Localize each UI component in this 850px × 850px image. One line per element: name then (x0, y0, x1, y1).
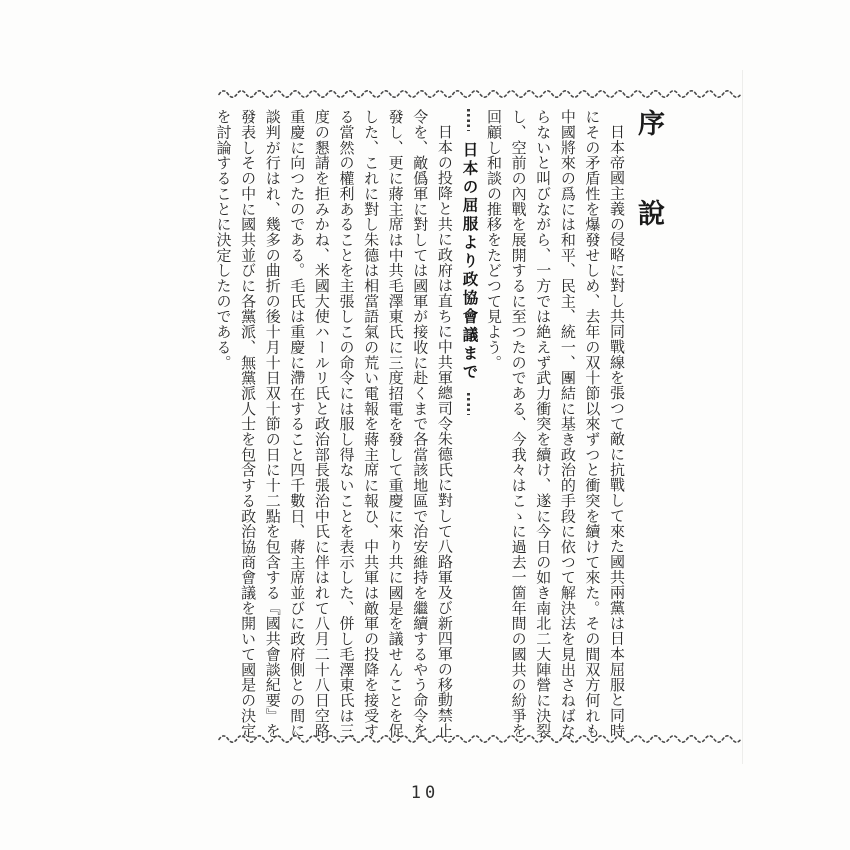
intro-line-1: 日本帝國主義の侵略に對し共同戰線を張つて敵に抗戰して來た國共兩黨は日本屈服と同時 (608, 124, 624, 738)
intro-line-3: 中國將來の爲には和平、民主、統一、團結に基き政治的手段に依つて解決法を見出さねばな (558, 109, 575, 739)
intro-line-4: らないと叫びながら、一方では絶えず武力衝突を續け、遂に今日の如き南北二大陣營に決裂 (534, 109, 551, 739)
wavy-border-top-icon (217, 86, 741, 98)
intro-line-2: にその矛盾性を爆發せしめ、去年の双十節以來ずつと衝突を續けて來た。その間双方何れも (583, 109, 600, 739)
chapter-title: 序說 (634, 109, 664, 289)
main-line-5: る當然の權利あることを主張しこの命令には服し得ないことを表示した、併し毛澤東氏は三 (337, 109, 354, 739)
intro-line-5: し、空前の內戰を展開するに至つたのである、今我々はこゝに過去一箇年間の國共の紛爭を (509, 109, 526, 739)
main-line-2: 令を、敵僞軍に對しては國軍が接收に赴くまで各當該地區で治安維持を繼續するやう命令を (411, 109, 428, 739)
intro-line-6: 回顧し和談の推移をたどつて見よう。 (485, 109, 502, 370)
main-line-8: 談判が行はれ、幾多の曲折の後十月十日双十節の日に十二點を包含する『國共會談紀要』を (263, 109, 280, 739)
main-line-6: 度の懇請を拒みかね、米國大使ハールリ氏と政治部長張治中氏に伴はれて八月二十八日空路 (312, 109, 329, 739)
section-heading-text: 日本の屈服より政協會議まで (460, 141, 478, 382)
main-line-9: 發表しその中に國共並びに各黨派、無黨派人士を包含する政治協商會議を開いて國是の決定 (239, 109, 256, 739)
wavy-border-bottom-icon (217, 731, 741, 743)
section-heading (456, 109, 481, 749)
main-line-3: 發し、更に蔣主席は中共毛澤東氏に三度招電を發して重慶に來り共に國是を議せんことを促 (386, 109, 403, 739)
page-content (210, 109, 670, 749)
main-line-4: した、これに對し朱德は相當語氣の荒い電報を蔣主席に報ひ、中共軍は敵軍の投降を接受す (362, 109, 379, 739)
page-number: 10 (410, 783, 440, 803)
heading-dash-trailing-icon (467, 393, 470, 415)
main-line-10: を討論することに決定したのである。 (214, 109, 231, 370)
scan-edge-line (742, 70, 743, 764)
main-line-7: 重慶に向つたのである。毛氏は重慶に滯在すること四千數日、蔣主席並びに政府側との間に (288, 109, 305, 739)
heading-dash-leading-icon (467, 109, 470, 131)
main-line-1: 日本の投降と共に政府は直ちに中共軍總司令朱德氏に對して八路軍及び新四軍の移動禁止 (435, 124, 452, 738)
